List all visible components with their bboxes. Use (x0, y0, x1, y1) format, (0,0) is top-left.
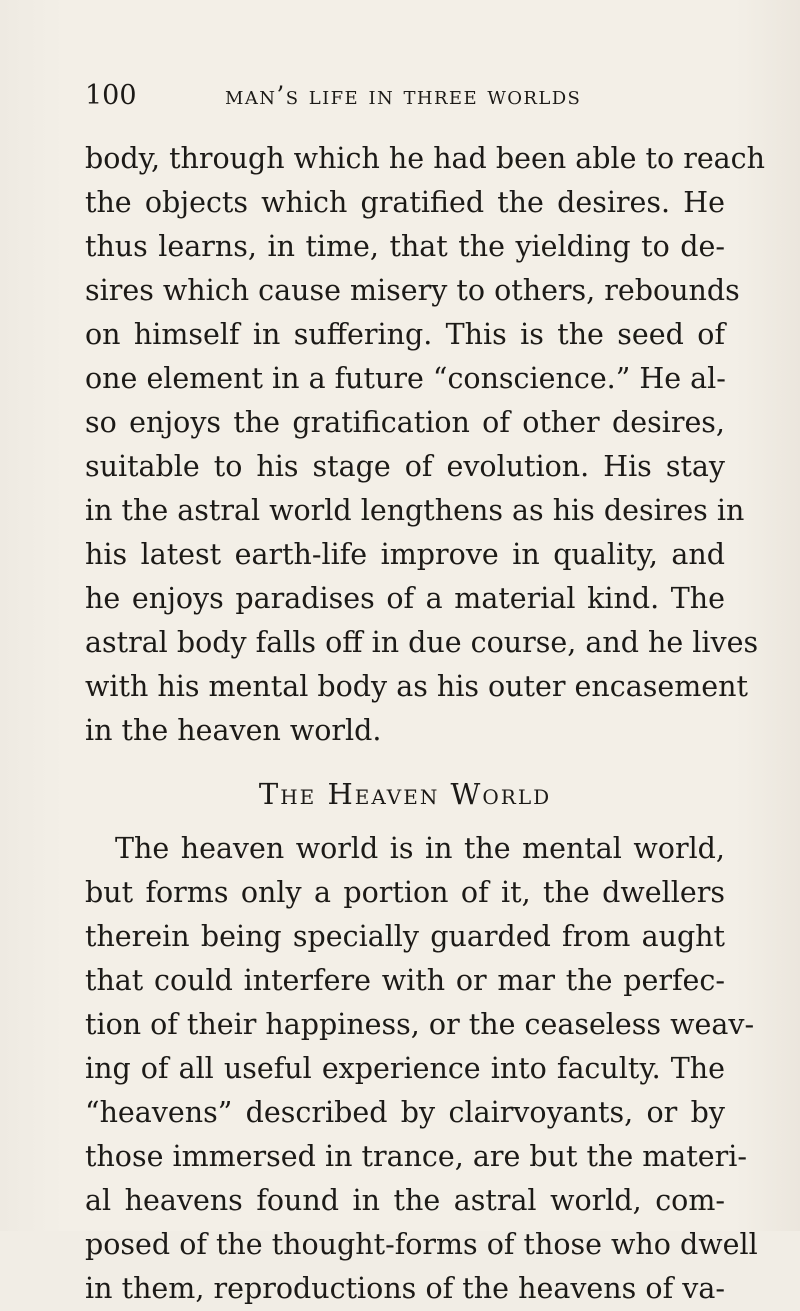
text-line: that could interfere with or mar the perfec- (85, 964, 725, 997)
text-line: thus learns, in time, that the yielding to de- (85, 230, 725, 263)
paragraph-1 (85, 137, 765, 753)
text-line: tion of their happiness, or the ceaseless weav- (85, 1008, 755, 1041)
section-heading: The Heaven World (258, 777, 552, 811)
text-line: ing of all useful experience into faculty. The (85, 1052, 725, 1085)
text-line: those immersed in trance, are but the materi- (85, 1140, 747, 1173)
text-line: so enjoys the gratification of other desires, (85, 406, 725, 439)
text-line: al heavens found in the astral world, com- (85, 1184, 725, 1217)
text-line: he enjoys paradises of a material kind. The (85, 582, 725, 615)
text-line: but forms only a portion of it, the dwellers (85, 876, 725, 909)
text-line: suitable to his stage of evolution. His stay (85, 450, 725, 483)
paragraph-2 (85, 827, 758, 1311)
text-line: one element in a future “conscience.” He al- (85, 362, 726, 395)
text-line: in the astral world lengthens as his desires in (85, 494, 745, 527)
text-line: on himself in suffering. This is the seed of (85, 318, 725, 351)
page-header (85, 76, 725, 116)
text-line: his latest earth-life improve in quality, and (85, 538, 725, 571)
running-title: man’s life in three worlds (225, 81, 582, 110)
text-line: with his mental body as his outer encasement (85, 670, 748, 703)
text-line: The heaven world is in the mental world, (115, 832, 725, 865)
page-number: 100 (85, 80, 137, 111)
text-line: “heavens” described by clairvoyants, or by (85, 1096, 725, 1129)
text-line: in them, reproductions of the heavens of va- (85, 1272, 725, 1305)
body-text (85, 137, 765, 1311)
text-line: the objects which gratified the desires. He (85, 186, 725, 219)
text-line: in the heaven world. (85, 714, 382, 747)
text-line: body, through which he had been able to reach (85, 142, 765, 175)
text-line: sires which cause misery to others, rebounds (85, 274, 740, 307)
text-line: therein being specially guarded from aught (85, 920, 725, 953)
text-line: astral body falls off in due course, and he lives (85, 626, 759, 659)
text-line: posed of the thought-forms of those who dwell (85, 1228, 758, 1261)
